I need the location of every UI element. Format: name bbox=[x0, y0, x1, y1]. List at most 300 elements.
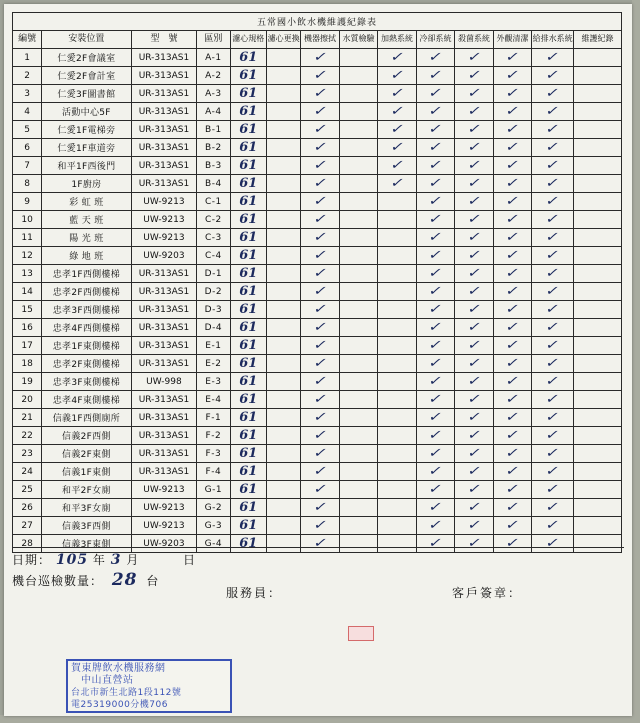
cell-filter_change bbox=[266, 301, 300, 319]
cell-water_tank bbox=[339, 355, 378, 373]
cell-category: G-4 bbox=[197, 535, 230, 553]
cell-filter_spec bbox=[230, 67, 266, 85]
cell-appearance bbox=[493, 103, 532, 121]
cell-cooling bbox=[416, 391, 455, 409]
cell-category: D-4 bbox=[197, 319, 230, 337]
cell-filter_change bbox=[266, 499, 300, 517]
table-title-row bbox=[13, 13, 622, 31]
table-row bbox=[13, 229, 622, 247]
table-row bbox=[13, 445, 622, 463]
check-mark: ✓ bbox=[544, 248, 562, 263]
cell-cooling bbox=[416, 265, 455, 283]
cell-drainage bbox=[532, 409, 574, 427]
check-mark: ✓ bbox=[544, 338, 562, 353]
check-mark: ✓ bbox=[465, 68, 483, 83]
inspection-count-value: 28 bbox=[111, 570, 138, 590]
table-row bbox=[13, 193, 622, 211]
cell-water_tank bbox=[339, 337, 378, 355]
cell-filter_change bbox=[266, 85, 300, 103]
cell-filter_spec bbox=[230, 121, 266, 139]
cell-filter_change bbox=[266, 229, 300, 247]
cell-water_tank bbox=[339, 301, 378, 319]
check-mark: ✓ bbox=[465, 428, 483, 443]
check-mark: ✓ bbox=[465, 392, 483, 407]
check-mark: ✓ bbox=[427, 212, 444, 227]
cell-drainage bbox=[532, 283, 574, 301]
cell-water_tank bbox=[339, 481, 378, 499]
check-mark: ✓ bbox=[311, 140, 329, 155]
cell-container bbox=[301, 193, 340, 211]
cell-no: 11 bbox=[13, 229, 42, 247]
handwritten-filter-spec: 61 bbox=[239, 302, 258, 317]
table-row bbox=[13, 121, 622, 139]
check-mark: ✓ bbox=[311, 104, 329, 119]
cell-maintenance bbox=[573, 427, 621, 445]
handwritten-filter-spec: 61 bbox=[239, 482, 258, 497]
cell-drainage bbox=[532, 103, 574, 121]
cell-cooling bbox=[416, 211, 455, 229]
cell-container bbox=[301, 49, 340, 67]
check-mark: ✓ bbox=[504, 248, 521, 263]
table-row bbox=[13, 319, 622, 337]
check-mark: ✓ bbox=[427, 50, 444, 65]
cell-category: E-4 bbox=[197, 391, 230, 409]
column-header-disinfect: 殺菌系統 bbox=[455, 31, 494, 49]
cell-disinfect bbox=[455, 85, 494, 103]
cell-filter_change bbox=[266, 355, 300, 373]
cell-filter_change bbox=[266, 373, 300, 391]
cell-water_tank bbox=[339, 211, 378, 229]
check-mark: ✓ bbox=[544, 482, 562, 497]
check-mark: ✓ bbox=[544, 212, 562, 227]
cell-heating bbox=[378, 175, 417, 193]
cell-drainage bbox=[532, 481, 574, 499]
check-mark: ✓ bbox=[544, 428, 562, 443]
cell-appearance bbox=[493, 85, 532, 103]
check-mark: ✓ bbox=[311, 50, 329, 65]
cell-filter_spec bbox=[230, 193, 266, 211]
column-header-drainage: 給排水系統 bbox=[532, 31, 574, 49]
column-header-model: 型 號 bbox=[131, 31, 197, 49]
cell-heating bbox=[378, 265, 417, 283]
cell-appearance bbox=[493, 175, 532, 193]
date-row bbox=[12, 547, 624, 568]
cell-disinfect bbox=[455, 391, 494, 409]
cell-model: UR-313AS1 bbox=[131, 265, 197, 283]
cell-disinfect bbox=[455, 373, 494, 391]
cell-filter_spec bbox=[230, 499, 266, 517]
cell-container bbox=[301, 157, 340, 175]
cell-filter_spec bbox=[230, 247, 266, 265]
cell-container bbox=[301, 337, 340, 355]
check-mark: ✓ bbox=[544, 320, 562, 335]
handwritten-filter-spec: 61 bbox=[239, 518, 258, 533]
check-mark: ✓ bbox=[427, 68, 444, 83]
table-row bbox=[13, 157, 622, 175]
handwritten-filter-spec: 61 bbox=[239, 284, 258, 299]
check-mark: ✓ bbox=[388, 86, 406, 101]
cell-disinfect bbox=[455, 103, 494, 121]
cell-filter_spec bbox=[230, 427, 266, 445]
check-mark: ✓ bbox=[427, 518, 444, 533]
cell-disinfect bbox=[455, 427, 494, 445]
handwritten-filter-spec: 61 bbox=[239, 176, 258, 191]
check-mark: ✓ bbox=[427, 410, 444, 425]
cell-filter_spec bbox=[230, 409, 266, 427]
check-mark: ✓ bbox=[544, 464, 562, 479]
cell-heating bbox=[378, 49, 417, 67]
cell-water_tank bbox=[339, 139, 378, 157]
cell-maintenance bbox=[573, 85, 621, 103]
check-mark: ✓ bbox=[504, 68, 521, 83]
cell-location: 和平2F女廁 bbox=[42, 481, 132, 499]
cell-no: 9 bbox=[13, 193, 42, 211]
page-title: 五常國小飲水機維護紀錄表 bbox=[13, 13, 622, 31]
check-mark: ✓ bbox=[427, 536, 444, 551]
check-mark: ✓ bbox=[504, 518, 521, 533]
cell-category: B-4 bbox=[197, 175, 230, 193]
cell-water_tank bbox=[339, 103, 378, 121]
cell-container bbox=[301, 481, 340, 499]
cell-maintenance bbox=[573, 121, 621, 139]
column-header-cooling: 冷卻系統 bbox=[416, 31, 455, 49]
check-mark: ✓ bbox=[465, 158, 483, 173]
cell-category: G-1 bbox=[197, 481, 230, 499]
cell-container bbox=[301, 229, 340, 247]
cell-maintenance bbox=[573, 337, 621, 355]
check-mark: ✓ bbox=[427, 320, 444, 335]
cell-location: 信義2F東側 bbox=[42, 445, 132, 463]
check-mark: ✓ bbox=[544, 518, 562, 533]
cell-location: 忠孝1F西側樓梯 bbox=[42, 265, 132, 283]
cell-appearance bbox=[493, 283, 532, 301]
cell-maintenance bbox=[573, 49, 621, 67]
cell-disinfect bbox=[455, 229, 494, 247]
cell-location: 忠孝1F東側樓梯 bbox=[42, 337, 132, 355]
cell-model: UR-313AS1 bbox=[131, 337, 197, 355]
stamp-line-address: 台北市新生北路1段112號 bbox=[71, 688, 182, 698]
cell-appearance bbox=[493, 265, 532, 283]
cell-filter_spec bbox=[230, 373, 266, 391]
handwritten-filter-spec: 61 bbox=[239, 374, 258, 389]
handwritten-filter-spec: 61 bbox=[239, 194, 258, 209]
check-mark: ✓ bbox=[544, 392, 562, 407]
cell-location: 忠孝4F東側樓梯 bbox=[42, 391, 132, 409]
cell-filter_spec bbox=[230, 337, 266, 355]
cell-disinfect bbox=[455, 49, 494, 67]
cell-cooling bbox=[416, 463, 455, 481]
check-mark: ✓ bbox=[311, 356, 329, 371]
cell-category: F-2 bbox=[197, 427, 230, 445]
check-mark: ✓ bbox=[427, 86, 444, 101]
check-mark: ✓ bbox=[544, 446, 562, 461]
cell-filter_change bbox=[266, 481, 300, 499]
cell-filter_change bbox=[266, 49, 300, 67]
cell-category: C-4 bbox=[197, 247, 230, 265]
cell-heating bbox=[378, 409, 417, 427]
cell-model: UW-9213 bbox=[131, 193, 197, 211]
check-mark: ✓ bbox=[504, 320, 521, 335]
cell-category: B-2 bbox=[197, 139, 230, 157]
cell-container bbox=[301, 103, 340, 121]
check-mark: ✓ bbox=[465, 140, 483, 155]
check-mark: ✓ bbox=[388, 140, 406, 155]
check-mark: ✓ bbox=[311, 518, 329, 533]
cell-model: UR-313AS1 bbox=[131, 319, 197, 337]
check-mark: ✓ bbox=[388, 104, 406, 119]
cell-no: 4 bbox=[13, 103, 42, 121]
cell-model: UW-9213 bbox=[131, 481, 197, 499]
cell-cooling bbox=[416, 175, 455, 193]
cell-appearance bbox=[493, 355, 532, 373]
cell-maintenance bbox=[573, 103, 621, 121]
check-mark: ✓ bbox=[465, 212, 483, 227]
cell-model: UW-9213 bbox=[131, 229, 197, 247]
check-mark: ✓ bbox=[427, 392, 444, 407]
check-mark: ✓ bbox=[544, 50, 562, 65]
cell-model: UR-313AS1 bbox=[131, 139, 197, 157]
cell-location: 陽 光 班 bbox=[42, 229, 132, 247]
cell-model: UR-313AS1 bbox=[131, 157, 197, 175]
column-header-location: 安裝位置 bbox=[42, 31, 132, 49]
cell-disinfect bbox=[455, 517, 494, 535]
cell-water_tank bbox=[339, 517, 378, 535]
handwritten-filter-spec: 61 bbox=[239, 212, 258, 227]
cell-cooling bbox=[416, 319, 455, 337]
check-mark: ✓ bbox=[504, 86, 521, 101]
cell-maintenance bbox=[573, 193, 621, 211]
cell-category: C-2 bbox=[197, 211, 230, 229]
cell-cooling bbox=[416, 103, 455, 121]
cell-filter_change bbox=[266, 247, 300, 265]
check-mark: ✓ bbox=[311, 446, 329, 461]
check-mark: ✓ bbox=[311, 482, 329, 497]
cell-maintenance bbox=[573, 373, 621, 391]
cell-no: 10 bbox=[13, 211, 42, 229]
column-header-water_tank: 水質檢驗 bbox=[339, 31, 378, 49]
date-label: 日期： bbox=[12, 553, 52, 567]
cell-filter_change bbox=[266, 139, 300, 157]
cell-heating bbox=[378, 229, 417, 247]
cell-water_tank bbox=[339, 49, 378, 67]
cell-filter_spec bbox=[230, 517, 266, 535]
stamp-line-company: 賀東牌飲水機服務網 bbox=[71, 663, 166, 674]
cell-container bbox=[301, 247, 340, 265]
column-header-filter_spec: 濾心規格 bbox=[230, 31, 266, 49]
check-mark: ✓ bbox=[311, 428, 329, 443]
cell-no: 27 bbox=[13, 517, 42, 535]
check-mark: ✓ bbox=[544, 302, 562, 317]
check-mark: ✓ bbox=[427, 284, 444, 299]
check-mark: ✓ bbox=[465, 482, 483, 497]
cell-heating bbox=[378, 193, 417, 211]
cell-filter_spec bbox=[230, 265, 266, 283]
check-mark: ✓ bbox=[427, 248, 444, 263]
cell-model: UR-313AS1 bbox=[131, 427, 197, 445]
cell-no: 5 bbox=[13, 121, 42, 139]
handwritten-filter-spec: 61 bbox=[239, 464, 258, 479]
cell-appearance bbox=[493, 247, 532, 265]
cell-filter_change bbox=[266, 427, 300, 445]
record-sheet bbox=[4, 4, 632, 716]
cell-filter_spec bbox=[230, 211, 266, 229]
cell-category: G-2 bbox=[197, 499, 230, 517]
cell-appearance bbox=[493, 445, 532, 463]
cell-no: 2 bbox=[13, 67, 42, 85]
cell-cooling bbox=[416, 337, 455, 355]
cell-heating bbox=[378, 67, 417, 85]
check-mark: ✓ bbox=[427, 266, 444, 281]
cell-heating bbox=[378, 211, 417, 229]
check-mark: ✓ bbox=[504, 194, 521, 209]
check-mark: ✓ bbox=[544, 176, 562, 191]
cell-model: UW-9213 bbox=[131, 517, 197, 535]
cell-model: UR-313AS1 bbox=[131, 445, 197, 463]
cell-container bbox=[301, 283, 340, 301]
cell-filter_change bbox=[266, 193, 300, 211]
cell-filter_spec bbox=[230, 481, 266, 499]
check-mark: ✓ bbox=[311, 500, 329, 515]
check-mark: ✓ bbox=[427, 158, 444, 173]
check-mark: ✓ bbox=[504, 464, 521, 479]
cell-maintenance bbox=[573, 517, 621, 535]
cell-filter_change bbox=[266, 67, 300, 85]
cell-water_tank bbox=[339, 373, 378, 391]
check-mark: ✓ bbox=[544, 140, 562, 155]
cell-maintenance bbox=[573, 319, 621, 337]
check-mark: ✓ bbox=[427, 230, 444, 245]
cell-category: A-1 bbox=[197, 49, 230, 67]
cell-location: 忠孝2F東側樓梯 bbox=[42, 355, 132, 373]
cell-drainage bbox=[532, 517, 574, 535]
check-mark: ✓ bbox=[388, 68, 406, 83]
date-day-suffix: 日 bbox=[183, 553, 197, 567]
cell-disinfect bbox=[455, 337, 494, 355]
cell-filter_change bbox=[266, 103, 300, 121]
date-month-value: 3 bbox=[110, 552, 122, 568]
cell-disinfect bbox=[455, 283, 494, 301]
cell-appearance bbox=[493, 391, 532, 409]
cell-filter_spec bbox=[230, 85, 266, 103]
table-row bbox=[13, 85, 622, 103]
check-mark: ✓ bbox=[388, 158, 406, 173]
cell-cooling bbox=[416, 157, 455, 175]
cell-model: UR-313AS1 bbox=[131, 283, 197, 301]
cell-cooling bbox=[416, 121, 455, 139]
cell-model: UR-313AS1 bbox=[131, 121, 197, 139]
cell-filter_spec bbox=[230, 301, 266, 319]
cell-category: A-2 bbox=[197, 67, 230, 85]
cell-drainage bbox=[532, 373, 574, 391]
cell-drainage bbox=[532, 175, 574, 193]
cell-heating bbox=[378, 391, 417, 409]
handwritten-filter-spec: 61 bbox=[239, 140, 258, 155]
cell-no: 13 bbox=[13, 265, 42, 283]
cell-model: UR-313AS1 bbox=[131, 175, 197, 193]
cell-disinfect bbox=[455, 247, 494, 265]
cell-cooling bbox=[416, 193, 455, 211]
table-row bbox=[13, 517, 622, 535]
date-year-suffix: 年 bbox=[92, 553, 106, 567]
check-mark: ✓ bbox=[504, 122, 521, 137]
cell-location: 忠孝2F西側樓梯 bbox=[42, 283, 132, 301]
cell-maintenance bbox=[573, 301, 621, 319]
cell-water_tank bbox=[339, 85, 378, 103]
table-row bbox=[13, 67, 622, 85]
cell-filter_spec bbox=[230, 229, 266, 247]
check-mark: ✓ bbox=[311, 320, 329, 335]
cell-drainage bbox=[532, 85, 574, 103]
company-stamp bbox=[66, 659, 232, 713]
cell-filter_spec bbox=[230, 103, 266, 121]
table-row bbox=[13, 103, 622, 121]
check-mark: ✓ bbox=[465, 176, 483, 191]
cell-appearance bbox=[493, 481, 532, 499]
cell-heating bbox=[378, 121, 417, 139]
cell-model: UR-313AS1 bbox=[131, 49, 197, 67]
check-mark: ✓ bbox=[311, 212, 329, 227]
check-mark: ✓ bbox=[465, 122, 483, 137]
check-mark: ✓ bbox=[311, 230, 329, 245]
check-mark: ✓ bbox=[504, 446, 521, 461]
check-mark: ✓ bbox=[504, 500, 521, 515]
cell-model: UR-313AS1 bbox=[131, 409, 197, 427]
cell-container bbox=[301, 355, 340, 373]
cell-container bbox=[301, 85, 340, 103]
cell-container bbox=[301, 139, 340, 157]
cell-water_tank bbox=[339, 157, 378, 175]
cell-category: G-3 bbox=[197, 517, 230, 535]
check-mark: ✓ bbox=[504, 482, 521, 497]
cell-cooling bbox=[416, 499, 455, 517]
check-mark: ✓ bbox=[504, 50, 521, 65]
table-header-row bbox=[13, 31, 622, 49]
check-mark: ✓ bbox=[465, 338, 483, 353]
cell-maintenance bbox=[573, 283, 621, 301]
check-mark: ✓ bbox=[544, 356, 562, 371]
cell-model: UW-9203 bbox=[131, 247, 197, 265]
cell-maintenance bbox=[573, 409, 621, 427]
check-mark: ✓ bbox=[465, 536, 483, 551]
cell-maintenance bbox=[573, 445, 621, 463]
cell-location: 忠孝4F西側樓梯 bbox=[42, 319, 132, 337]
cell-drainage bbox=[532, 67, 574, 85]
column-header-no: 編號 bbox=[13, 31, 42, 49]
cell-no: 26 bbox=[13, 499, 42, 517]
check-mark: ✓ bbox=[544, 194, 562, 209]
check-mark: ✓ bbox=[311, 158, 329, 173]
cell-drainage bbox=[532, 265, 574, 283]
check-mark: ✓ bbox=[544, 230, 562, 245]
check-mark: ✓ bbox=[544, 68, 562, 83]
cell-location: 忠孝3F東側樓梯 bbox=[42, 373, 132, 391]
cell-heating bbox=[378, 247, 417, 265]
cell-drainage bbox=[532, 319, 574, 337]
check-mark: ✓ bbox=[311, 122, 329, 137]
cell-category: B-3 bbox=[197, 157, 230, 175]
handwritten-filter-spec: 61 bbox=[239, 500, 258, 515]
cell-disinfect bbox=[455, 157, 494, 175]
cell-category: F-4 bbox=[197, 463, 230, 481]
cell-model: UR-313AS1 bbox=[131, 301, 197, 319]
check-mark: ✓ bbox=[427, 428, 444, 443]
cell-heating bbox=[378, 445, 417, 463]
check-mark: ✓ bbox=[504, 356, 521, 371]
check-mark: ✓ bbox=[311, 68, 329, 83]
red-stamp-mark bbox=[348, 626, 374, 641]
check-mark: ✓ bbox=[465, 104, 483, 119]
cell-drainage bbox=[532, 355, 574, 373]
